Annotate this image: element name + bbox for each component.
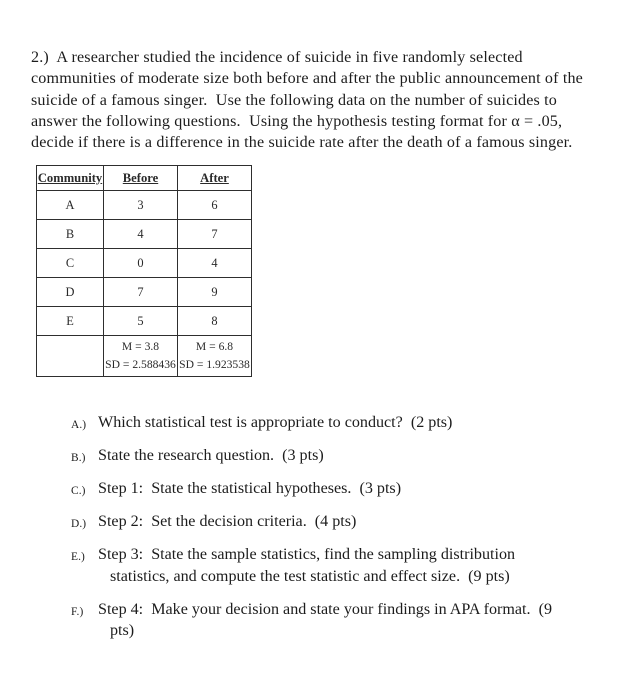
cell-before: 3 bbox=[104, 191, 178, 220]
summary-cell-before bbox=[104, 336, 178, 377]
column-header-before-label: Before bbox=[122, 170, 159, 185]
column-header-after bbox=[178, 166, 252, 191]
column-header-community-label: Community bbox=[37, 170, 103, 185]
after-sd: SD = 1.923538 bbox=[179, 358, 250, 371]
cell-before: 5 bbox=[104, 307, 178, 336]
cell-after: 7 bbox=[178, 220, 252, 249]
column-header-community bbox=[37, 166, 104, 191]
table-row bbox=[37, 191, 252, 220]
cell-before: 0 bbox=[104, 249, 178, 278]
after-mean: M = 6.8 bbox=[195, 340, 234, 353]
question-marker-e: E.) bbox=[71, 551, 85, 563]
before-sd: SD = 2.588436 bbox=[105, 358, 176, 371]
question-marker-b: B.) bbox=[71, 452, 86, 464]
question-marker-a: A.) bbox=[71, 419, 87, 431]
question-item-c bbox=[72, 478, 572, 500]
question-item-d bbox=[72, 511, 572, 533]
column-header-before bbox=[104, 166, 178, 191]
question-list bbox=[72, 412, 572, 642]
table-header bbox=[37, 166, 252, 191]
table-row bbox=[37, 220, 252, 249]
question-item-b bbox=[72, 445, 572, 467]
question-text-b: State the research question. (3 pts) bbox=[98, 447, 324, 464]
summary-cell-after bbox=[178, 336, 252, 377]
table-row bbox=[37, 249, 252, 278]
data-table bbox=[36, 165, 252, 377]
suicide-data-table bbox=[36, 165, 252, 377]
table-summary-row bbox=[37, 336, 252, 377]
question-item-a bbox=[72, 412, 572, 434]
question-item-f bbox=[72, 599, 572, 642]
question-text-d: Step 2: Set the decision criteria. (4 pts) bbox=[98, 513, 357, 530]
column-header-after-label: After bbox=[200, 170, 229, 185]
cell-community: E bbox=[37, 307, 104, 336]
table-header-row bbox=[37, 166, 252, 191]
question-marker-f: F.) bbox=[71, 605, 84, 618]
problem-prompt: 2.) A researcher studied the incidence of suicide in five randomly selected communities of moderate size both before and after the public announcement of the suicide of a famous singer. Use the following data on the number of suicides to answer the following questions. Using the hypothesis testing format for α = .05, decide if there is a difference in the suicide rate after the death of a famous singer. bbox=[31, 49, 588, 151]
cell-before: 4 bbox=[104, 220, 178, 249]
cell-after: 9 bbox=[178, 278, 252, 307]
cell-community: D bbox=[37, 278, 104, 307]
question-marker-c: C.) bbox=[71, 485, 86, 497]
question-text-f: Step 4: Make your decision and state your findings in APA format. (9 pts) bbox=[98, 600, 557, 639]
cell-community: C bbox=[37, 249, 104, 278]
question-text-e: Step 3: State the sample statistics, find the sampling distribution statistics, and compute the test statistic and effect size. (9 pts) bbox=[98, 546, 520, 585]
cell-community: A bbox=[37, 191, 104, 220]
question-text-c: Step 1: State the statistical hypotheses. (3 pts) bbox=[98, 480, 402, 497]
before-mean: M = 3.8 bbox=[121, 340, 160, 353]
cell-before: 7 bbox=[104, 278, 178, 307]
question-item-e bbox=[72, 544, 572, 587]
table-body bbox=[37, 191, 252, 377]
table-row bbox=[37, 307, 252, 336]
cell-after: 8 bbox=[178, 307, 252, 336]
question-text-a: Which statistical test is appropriate to conduct? (2 pts) bbox=[98, 414, 453, 431]
cell-community: B bbox=[37, 220, 104, 249]
table-row bbox=[37, 278, 252, 307]
cell-after: 4 bbox=[178, 249, 252, 278]
cell-after: 6 bbox=[178, 191, 252, 220]
summary-cell-blank bbox=[37, 336, 104, 377]
question-marker-d: D.) bbox=[71, 518, 87, 530]
